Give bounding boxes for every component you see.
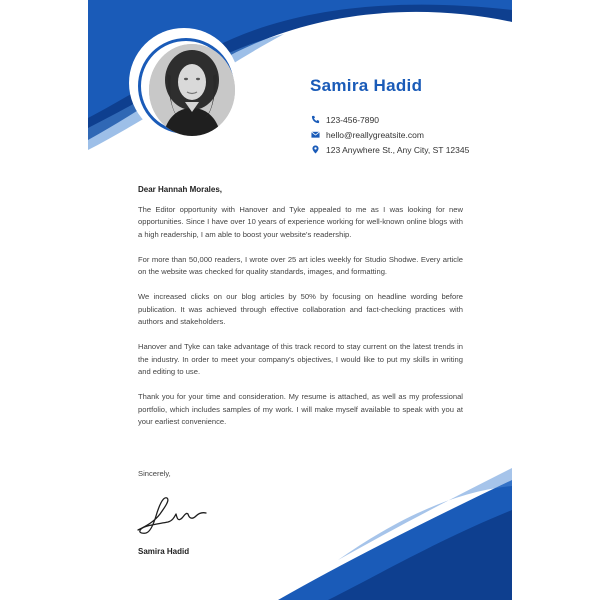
applicant-name: Samira Hadid (310, 76, 423, 95)
closing: Sincerely, (138, 469, 171, 478)
contact-address (310, 142, 469, 157)
signer-name: Samira Hadid (138, 547, 190, 556)
envelope-icon (310, 130, 320, 140)
contact-list (310, 112, 469, 157)
contact-email (310, 127, 469, 142)
contact-phone (310, 112, 469, 127)
salutation: Dear Hannah Morales, (138, 185, 223, 194)
map-pin-icon (310, 145, 320, 155)
cover-letter-page (88, 0, 512, 600)
address-text: 123 Anywhere St., Any City, ST 12345 (326, 144, 470, 155)
paragraph-1: The Editor opportunity with Hanover and Tyke appealed to me as I was looking for new opportunities. Since I have over 10 years of experience working for well-known online blogs with a high readership, I am able to boost your website's readership. (138, 204, 463, 239)
paragraph-2: For more than 50,000 readers, I wrote over 25 art icles weekly for Studio Shodwe. Every article on the website was checked for quality standards, images, and formatting. (138, 254, 463, 276)
phone-icon (310, 115, 320, 125)
email-text: hello@reallygreatsite.com (326, 129, 424, 140)
paragraph-4: Hanover and Tyke can take advantage of this track record to stay current on the latest trends in the industry. In order to meet your company's objectives, I would like to put my skills in writing and editing to use. (138, 342, 463, 376)
portrait-image (149, 44, 235, 136)
paragraph-3: We increased clicks on our blog articles by 50% by focusing on headline wording before publication. It was achieved through effective collaboration and fact-checking practices with authors and stakeholders. (138, 292, 463, 326)
handwritten-signature (132, 492, 210, 538)
paragraph-5: Thank you for your time and consideration. My resume is attached, as well as my professional portfolio, which includes samples of my work. I will make myself available to speak with you at your earliest convenience. (138, 392, 463, 426)
profile-photo (149, 44, 235, 136)
letter-body (138, 184, 463, 441)
phone-text: 123-456-7890 (326, 114, 379, 125)
